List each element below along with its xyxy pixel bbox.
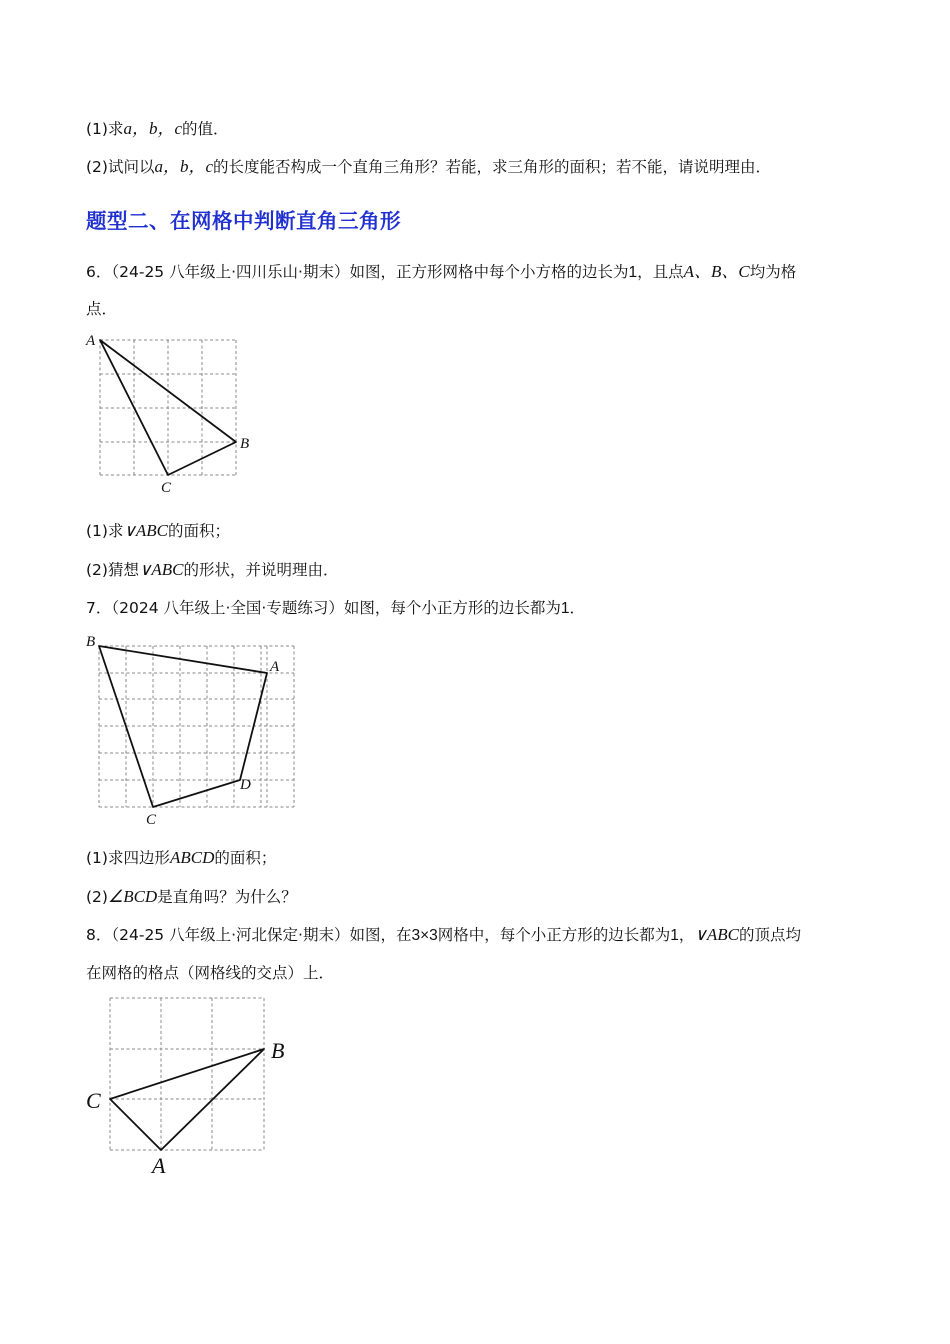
q6-grid bbox=[100, 340, 236, 475]
q7-label-d: D bbox=[240, 777, 251, 793]
q8-stem-line2: 在网格的格点（网格线的交点）上． bbox=[86, 964, 335, 982]
q6-stem: 6．（24-25 八年级上·四川乐山·期末）如图，正方形网格中每个小方格的边长为1，且点A、B、C均为格 bbox=[86, 262, 797, 281]
q7-stem: 7．（2024 八年级上·全国·专题练习）如图，每个小正方形的边长都为1． bbox=[86, 599, 585, 617]
q7-part1: (1)求四边形ABCD的面积； bbox=[86, 848, 277, 867]
q7-figure bbox=[84, 632, 304, 832]
q6-label-b: B bbox=[240, 436, 250, 452]
q8-label-c: C bbox=[86, 1088, 101, 1113]
q7-label-a: A bbox=[270, 659, 280, 675]
q6-part1: (1)求∨ABC的面积； bbox=[86, 521, 231, 540]
q6-part2: (2)猜想∨ABC的形状，并说明理由． bbox=[86, 560, 339, 579]
q7-label-c: C bbox=[146, 812, 157, 828]
q8-label-a: A bbox=[152, 1153, 166, 1178]
q8-stem: 8．（24-25 八年级上·河北保定·期末）如图，在3×3网格中，每个小正方形的边长都为1，∨ABC的顶点均 bbox=[86, 925, 801, 944]
q8-label-b: B bbox=[271, 1038, 285, 1063]
q6-label-c: C bbox=[161, 480, 172, 496]
section-heading: 题型二、在网格中判断直角三角形 bbox=[86, 209, 401, 233]
q6-label-a: A bbox=[86, 333, 96, 349]
q6-figure bbox=[84, 330, 264, 500]
q7-label-b: B bbox=[86, 634, 96, 650]
q7-part2: (2)∠BCD是直角吗？为什么？ bbox=[86, 887, 297, 906]
q7-grid bbox=[99, 646, 294, 807]
q6-stem-line2: 点． bbox=[86, 300, 118, 318]
q8-figure bbox=[84, 992, 304, 1182]
q5-part2: (2)试问以a，b，c的长度能否构成一个直角三角形？若能，求三角形的面积；若不能，请说明理由． bbox=[86, 157, 772, 176]
q5-part1: (1)求a，b，c的值． bbox=[86, 119, 229, 138]
